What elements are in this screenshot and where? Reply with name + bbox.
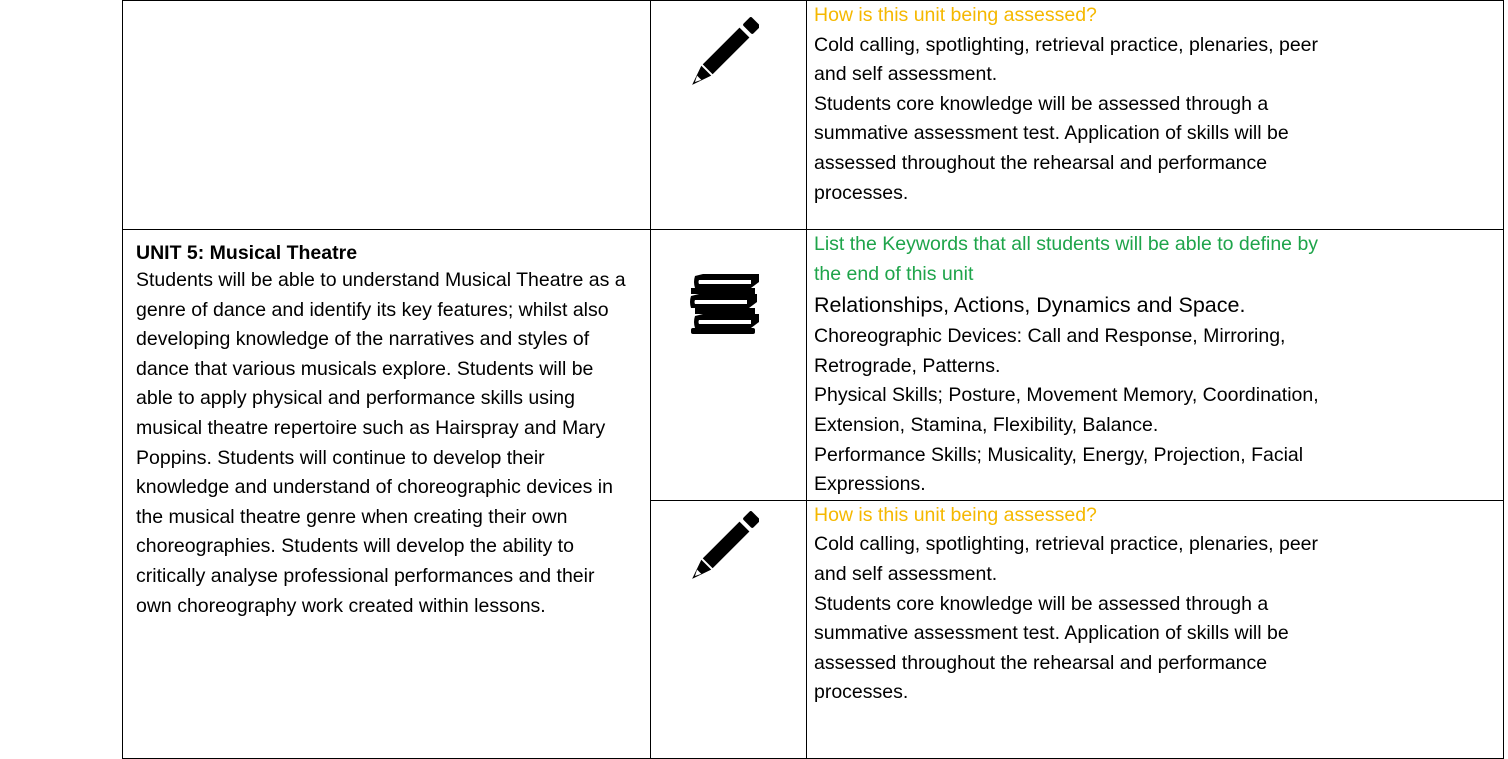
- keywords-line: Choreographic Devices: Call and Response, Mirroring,: [814, 325, 1286, 348]
- assessment-line: summative assessment test. Application of skills will be: [814, 622, 1289, 645]
- assessment-line: Students core knowledge will be assessed through a: [814, 592, 1269, 615]
- description-line: musical theatre repertoire such as Hairspray and Mary: [136, 416, 606, 439]
- description-line: Students will be able to understand Musical Theatre as a: [136, 269, 626, 291]
- unit-5-cell: [123, 230, 651, 759]
- keywords-line: Retrograde, Patterns.: [814, 354, 1001, 377]
- unit-description: [136, 266, 640, 621]
- table-row: [123, 230, 1504, 501]
- curriculum-table: [122, 0, 1504, 759]
- books-icon: [685, 268, 765, 342]
- description-line: dance that various musicals explore. Students will be: [136, 357, 594, 380]
- pencil-icon: [679, 15, 759, 101]
- description-line: critically analyse professional performances and their: [136, 564, 595, 587]
- assessment-line: processes.: [814, 181, 909, 204]
- keywords-cell: [807, 230, 1504, 501]
- unit-title: UNIT 5: Musical Theatre: [136, 242, 358, 264]
- description-line: own choreography work created within lessons.: [136, 594, 546, 617]
- keywords-heading: the end of this unit: [814, 262, 974, 285]
- icon-cell: [651, 230, 807, 501]
- description-line: genre of dance and identify its key features; whilst also: [136, 298, 609, 321]
- assessment-line: Cold calling, spotlighting, retrieval practice, plenaries, peer: [814, 33, 1319, 56]
- keywords-heading: List the Keywords that all students will be able to define by: [814, 233, 1319, 255]
- assessment-heading: How is this unit being assessed?: [814, 503, 1097, 526]
- keywords-line: Physical Skills; Posture, Movement Memory, Coordination,: [814, 384, 1319, 407]
- description-line: able to apply physical and performance skills using: [136, 387, 575, 410]
- description-line: the musical theatre genre when creating their own: [136, 505, 568, 528]
- description-line: Poppins. Students will continue to develop their: [136, 446, 545, 469]
- assessment-line: assessed throughout the rehearsal and performance: [814, 151, 1268, 174]
- assessment-line: processes.: [814, 681, 909, 704]
- assessment-line: Students core knowledge will be assessed through a: [814, 92, 1269, 115]
- keywords-main-line: Relationships, Actions, Dynamics and Space.: [814, 293, 1246, 318]
- table-row: [123, 1, 1504, 230]
- assessment-line: and self assessment.: [814, 63, 998, 86]
- empty-unit-cell: [123, 1, 651, 230]
- assessment-line: and self assessment.: [814, 562, 998, 585]
- icon-cell: [651, 500, 807, 758]
- keywords-line: Expressions.: [814, 473, 926, 496]
- pencil-icon: [679, 509, 759, 595]
- keywords-line: Performance Skills; Musicality, Energy, Projection, Facial: [814, 443, 1304, 466]
- assessment-heading: How is this unit being assessed?: [814, 4, 1097, 26]
- description-line: choreographies. Students will develop the ability to: [136, 535, 574, 558]
- description-line: knowledge and understand of choreographic devices in: [136, 476, 613, 499]
- assessment-line: summative assessment test. Application of skills will be: [814, 122, 1289, 145]
- assessment-line: assessed throughout the rehearsal and performance: [814, 651, 1268, 674]
- keywords-line: Extension, Stamina, Flexibility, Balance.: [814, 413, 1159, 436]
- assessment-cell: [807, 1, 1504, 230]
- assessment-cell: [807, 500, 1504, 758]
- description-line: developing knowledge of the narratives and styles of: [136, 328, 590, 351]
- assessment-line: Cold calling, spotlighting, retrieval practice, plenaries, peer: [814, 533, 1319, 556]
- icon-cell: [651, 1, 807, 230]
